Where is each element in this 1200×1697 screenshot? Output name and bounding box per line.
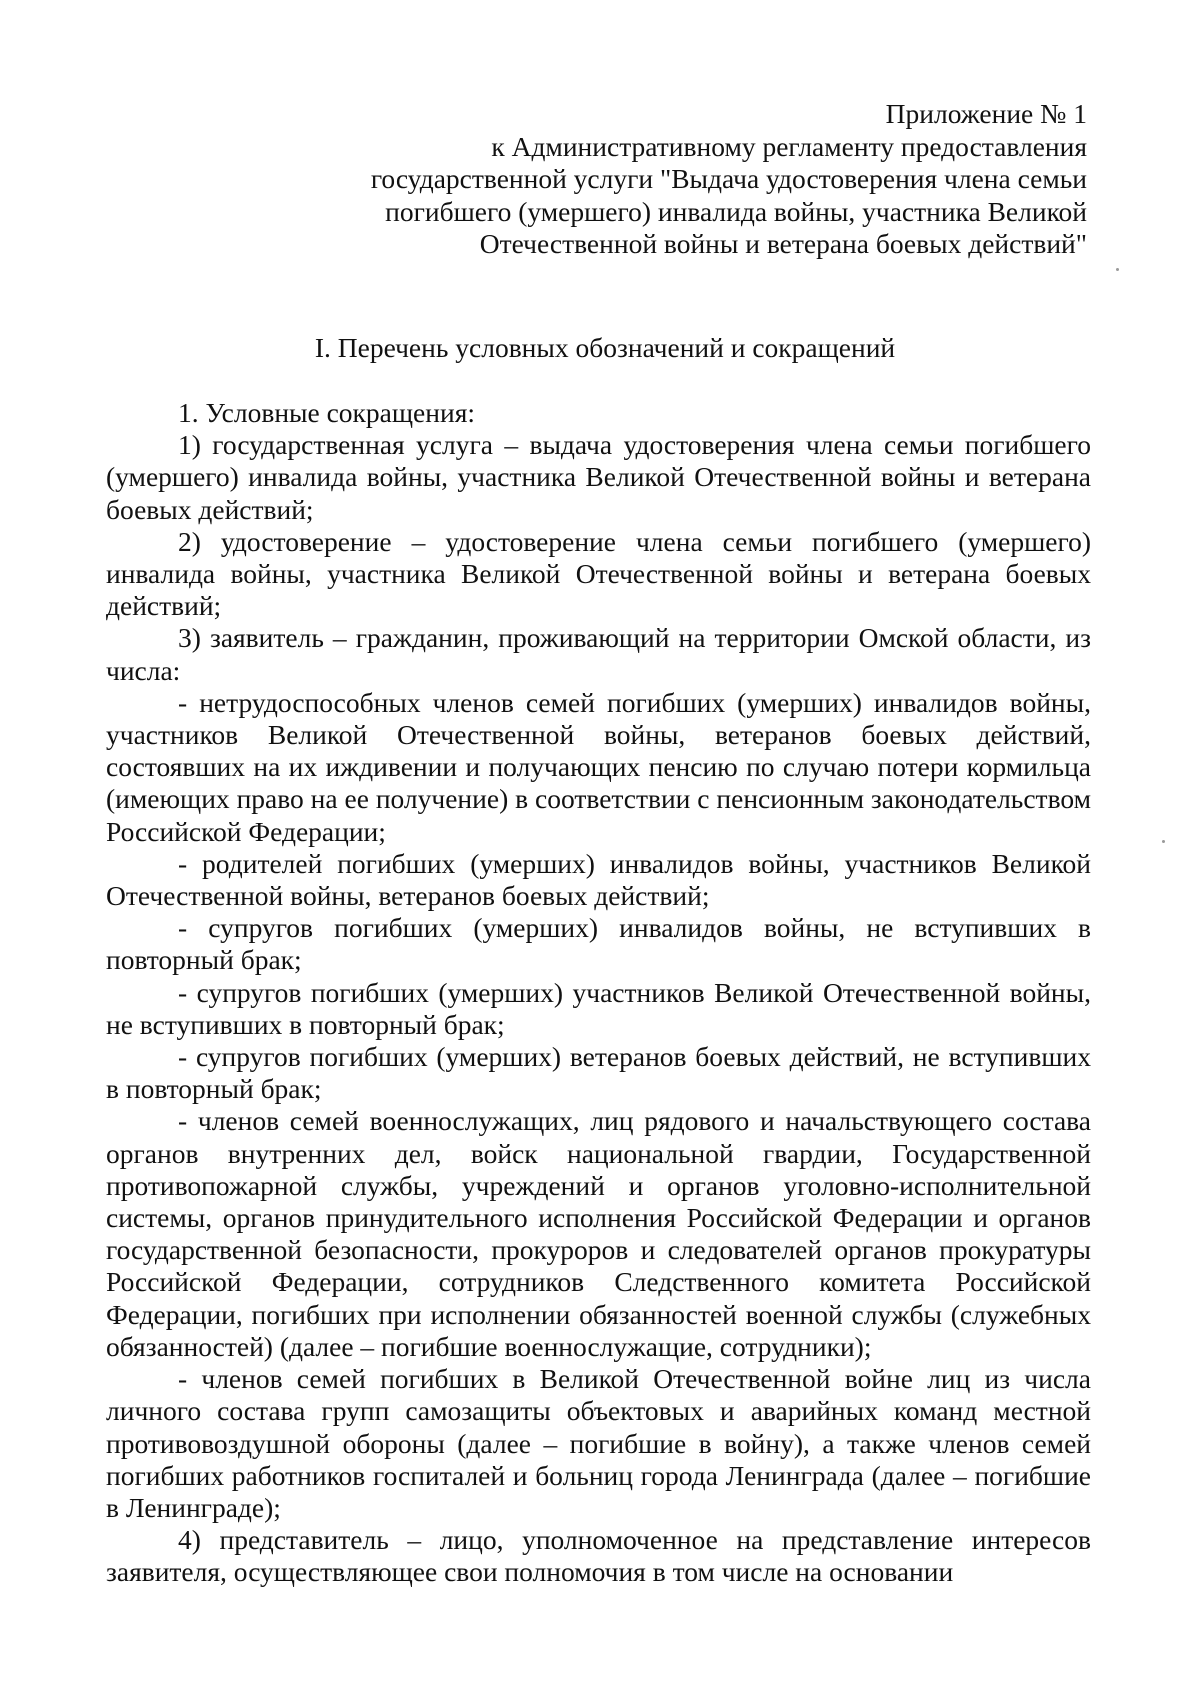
- list-item: - членов семей погибших в Великой Отечественной войне лиц из числа личного состава групп самозащиты объектовых и аварийных команд местной противовоздушной обороны (далее – погибшие в войну), а также членов семей погибших работников госпиталей и больниц города Ленинграда (далее – погибшие в Ленинграде);: [106, 1363, 1091, 1523]
- attachment-line: погибшего (умершего) инвалида войны, участника Великой: [385, 195, 1087, 227]
- list-item: - супругов погибших (умерших) участников Великой Отечественной войны, не вступивших в повторный брак;: [106, 976, 1091, 1040]
- list-item: - родителей погибших (умерших) инвалидов войны, участников Великой Отечественной войны, ветеранов боевых действий;: [106, 847, 1091, 912]
- paragraph: 2) удостоверение – удостоверение члена семьи погибшего (умершего) инвалида войны, участника Великой Отечественной войны и ветерана боевых действий;: [106, 525, 1091, 622]
- paragraph: 1) государственная услуга – выдача удостоверения члена семьи погибшего (умершего) инвалида войны, участника Великой Отечественной войны и ветерана боевых действий;: [106, 429, 1091, 525]
- section-title: I. Перечень условных обозначений и сокращений: [314, 332, 896, 363]
- paragraph: 4) представитель – лицо, уполномоченное на представление интересов заявителя, осуществляющее свои полномочия в том числе на основании: [106, 1524, 1091, 1588]
- list-item: - супругов погибших (умерших) инвалидов войны, не вступивших в повторный брак;: [106, 912, 1091, 976]
- document-body: [106, 397, 1091, 1589]
- attachment-line: к Административному регламенту предоставления: [491, 130, 1087, 162]
- attachment-line: Приложение № 1: [885, 98, 1087, 129]
- attachment-header: [267, 98, 1087, 261]
- paragraph: 3) заявитель – гражданин, проживающий на территории Омской области, из числа:: [106, 622, 1091, 686]
- list-item: - супругов погибших (умерших) ветеранов боевых действий, не вступивших в повторный брак;: [106, 1041, 1091, 1105]
- paragraph: 1. Условные сокращения:: [178, 397, 475, 428]
- scan-speck: [1116, 268, 1119, 271]
- list-item: - нетрудоспособных членов семей погибших (умерших) инвалидов войны, участников Великой Отечественной войны, ветеранов боевых действий, состоявших на их иждивении и получающих пенсию по случаю потери кормильца (имеющих право на ее получение) в соответствии с пенсионным законодательством Российской Федерации;: [106, 686, 1091, 847]
- attachment-line: Отечественной войны и ветерана боевых действий": [479, 228, 1087, 259]
- scan-speck: [1162, 840, 1165, 843]
- attachment-line: государственной услуги "Выдача удостоверения члена семьи: [370, 163, 1087, 194]
- list-item: - членов семей военнослужащих, лиц рядового и начальствующего состава органов внутренних дел, войск национальной гвардии, Государственной противопожарной службы, учреждений и органов уголовно-исполнительной системы, органов принудительного исполнения Российской Федерации и органов государственной безопасности, прокуроров и следователей органов прокуратуры Российской Федерации, сотрудников Следственного комитета Российской Федерации, погибших при исполнении обязанностей военной службы (служебных обязанностей) (далее – погибшие военнослужащие, сотрудники);: [106, 1105, 1091, 1362]
